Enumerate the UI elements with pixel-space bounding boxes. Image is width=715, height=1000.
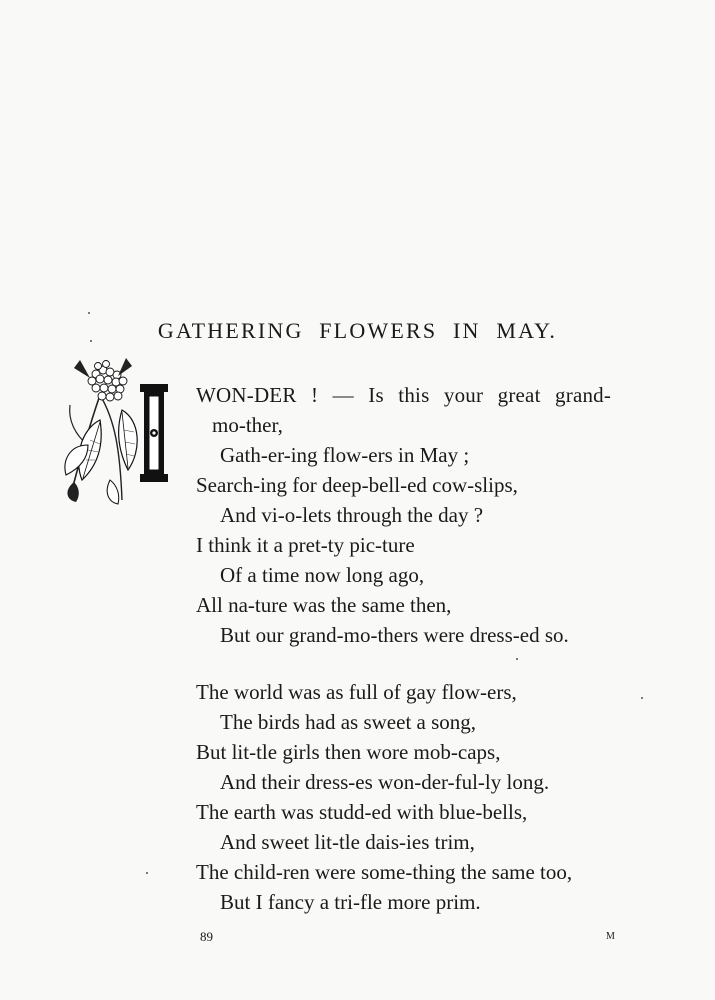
poem-line: But our grand-mo-thers were dress-ed so. (220, 623, 569, 647)
flower-illustration-icon (60, 350, 180, 510)
poem-line: But I fancy a tri-fle more prim. (220, 890, 481, 914)
poem-line: But lit-tle girls then wore mob-caps, (196, 740, 501, 764)
poem-line: Search-ing for deep-bell-ed cow-slips, (196, 473, 518, 497)
poem-line: And their dress-es won-der-ful-ly long. (220, 770, 550, 794)
page-number: 89 (200, 929, 213, 944)
poem-line: The earth was studd-ed with blue-bells, (196, 800, 528, 824)
poem-line: WON-DER ! — Is this your great grand- (196, 383, 612, 407)
decorated-initial-i (60, 350, 180, 510)
poem-line: I think it a pret-ty pic-ture (196, 533, 415, 557)
poem-line: mo-ther, (212, 413, 283, 437)
poem-line: All na-ture was the same then, (196, 593, 452, 617)
poem-line: The birds had as sweet a song, (220, 710, 477, 734)
poem-title: GATHERING FLOWERS IN MAY. (157, 318, 558, 343)
signature-mark: M (606, 931, 616, 942)
poem-line: Gath-er-ing flow-ers in May ; (220, 443, 470, 467)
poem-line: And vi-o-lets through the day ? (220, 503, 484, 527)
poem-line: The world was as full of gay flow-ers, (196, 680, 517, 704)
poem-line: Of a time now long ago, (220, 563, 425, 587)
poem-line: And sweet lit-tle dais-ies trim, (220, 830, 475, 854)
poem-line: The child-ren were some-thing the same too, (196, 860, 573, 884)
